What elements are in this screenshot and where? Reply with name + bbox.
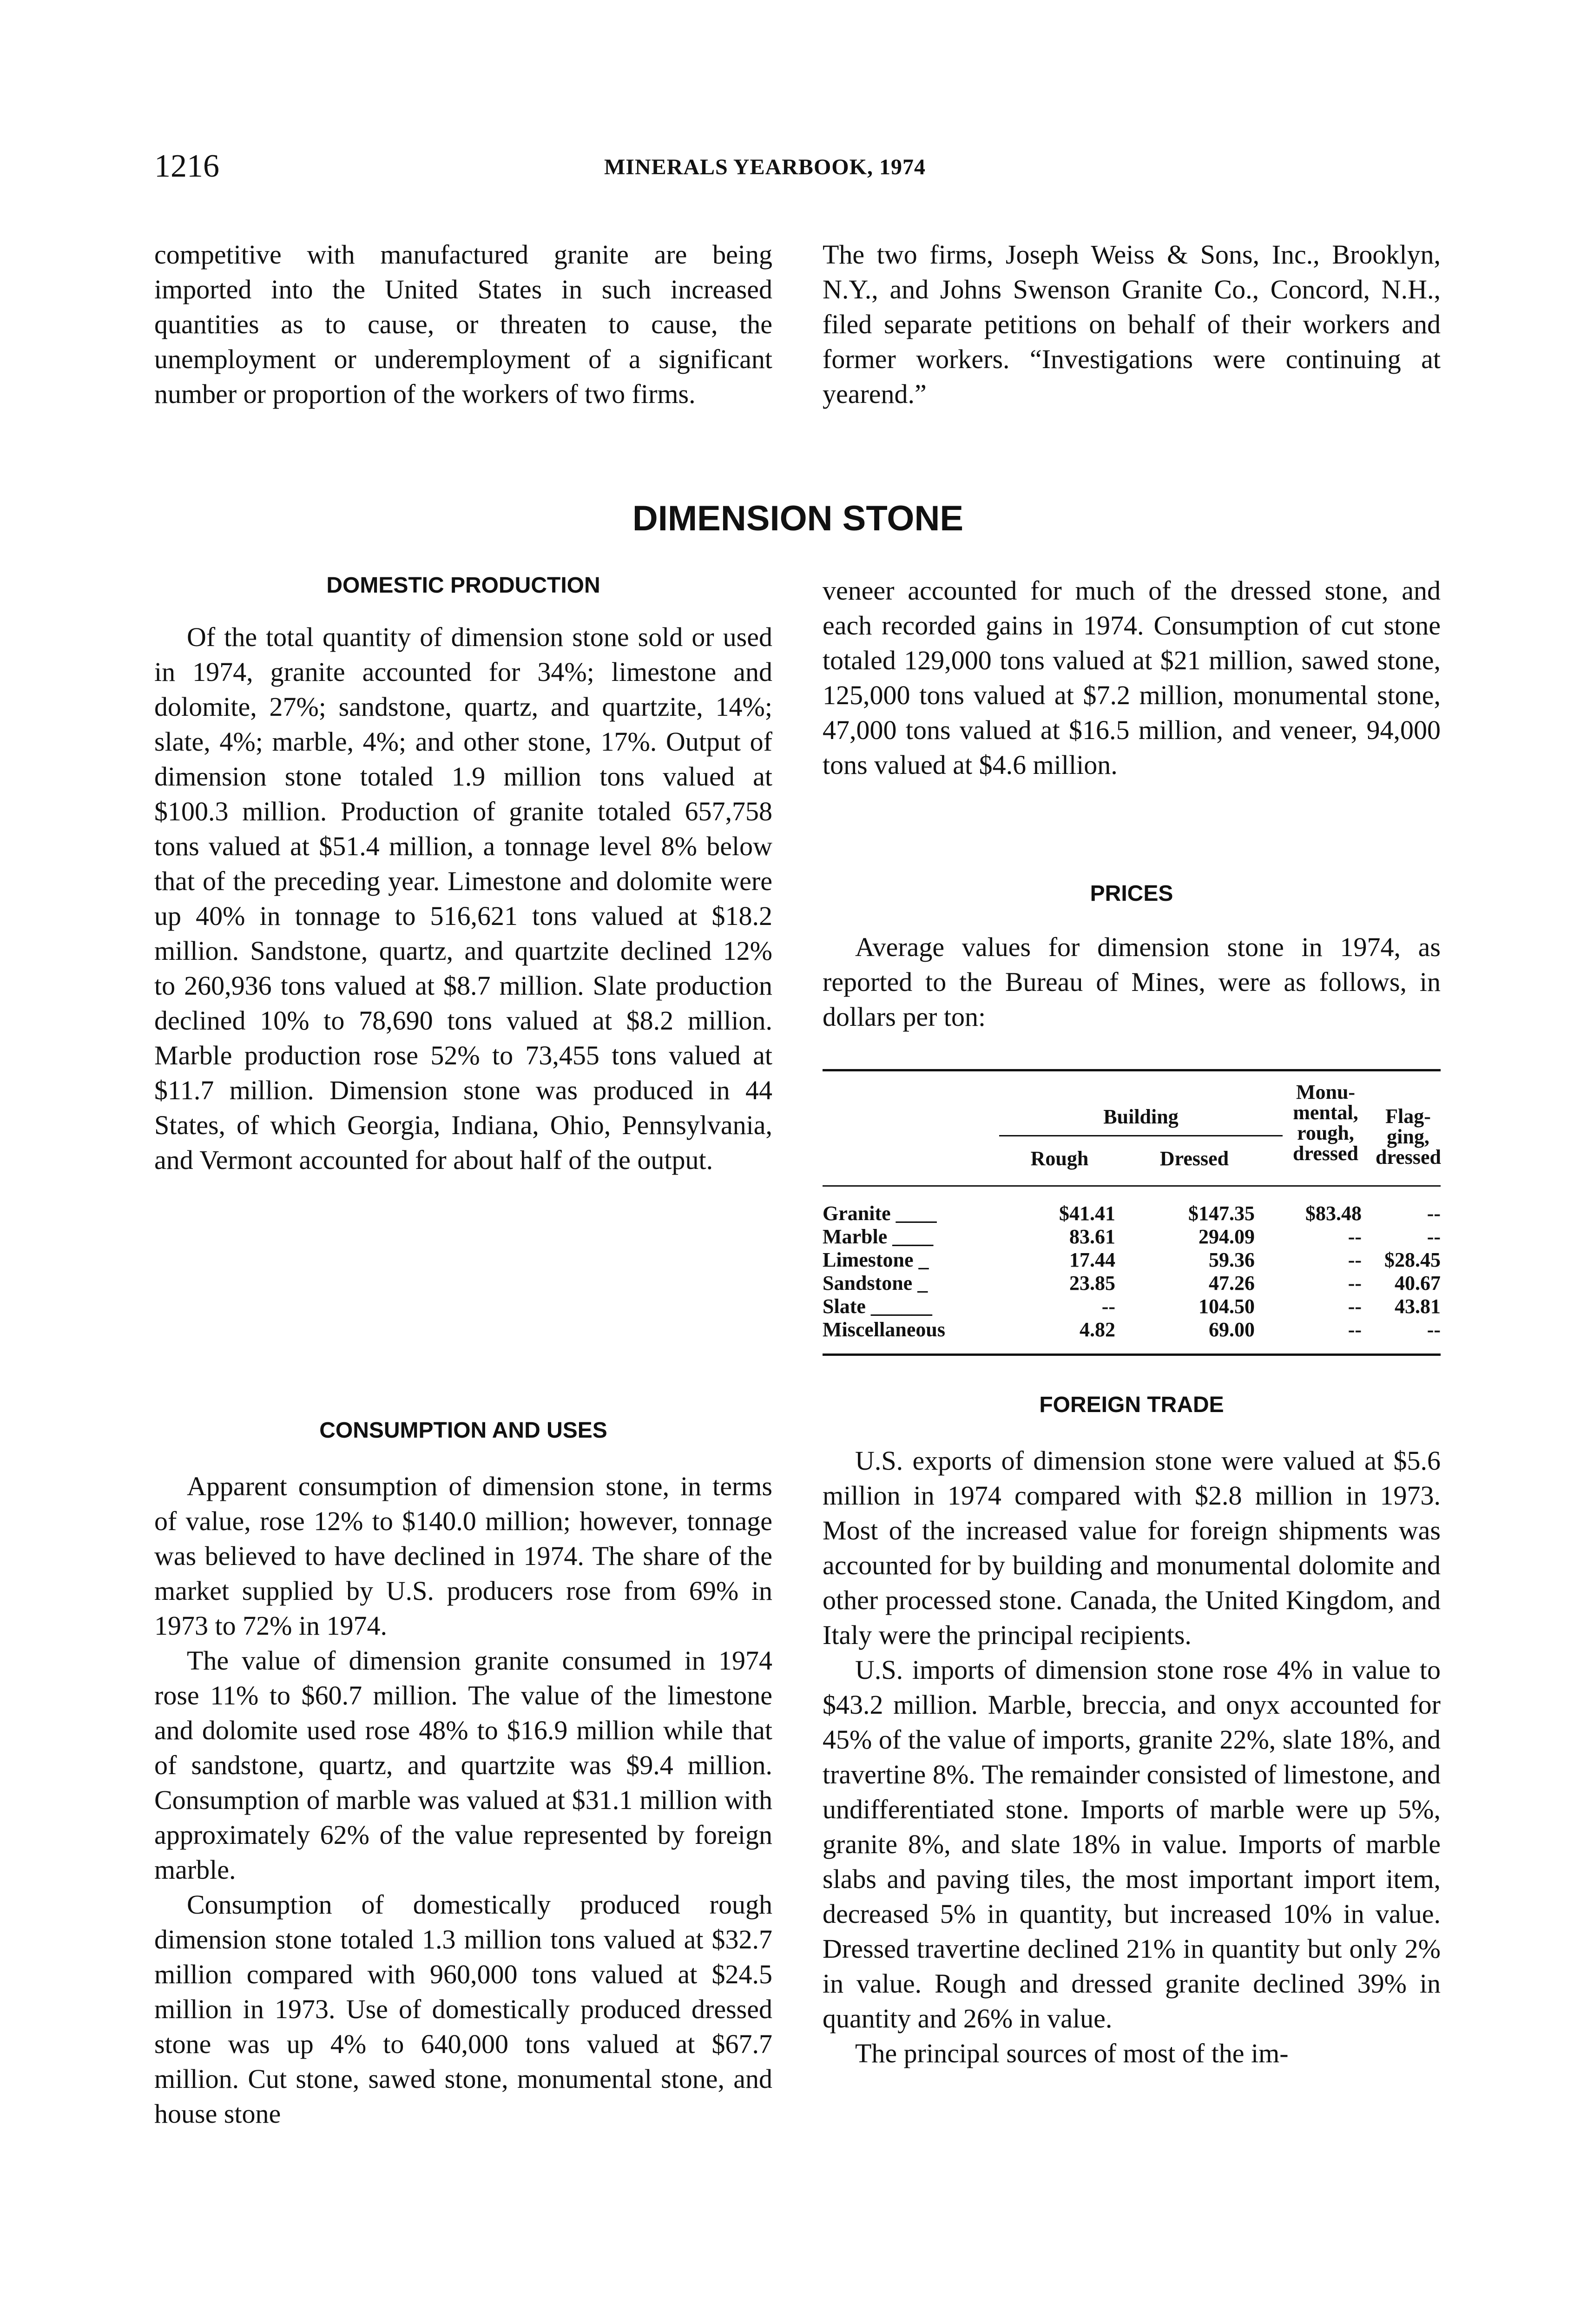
cell-rough: 83.61 [1069, 1225, 1115, 1248]
row-label: Slate ______ [823, 1295, 932, 1318]
paragraph: Of the total quantity of dimension stone sold or used in 1974, granite accounted for 34%; limestone and dolomite, 27%; sandstone, quartz, and quartzite, 14%; slate, 4%; marble, 4%; and other stone, 17%. Output of dimension stone totaled 1.9 million tons valued at $100.3 million. Production of granite totaled 657,758 tons valued at $51.4 million, a tonnage level 8% below that of the preceding year. Limestone and dolomite were up 40% in tonnage to 516,621 tons valued at $18.2 million. Sandstone, quartz, and quartzite declined 12% to 260,936 tons valued at $8.7 million. Slate production declined 10% to 78,690 tons valued at $8.2 million. Marble production rose 52% to 73,455 tons valued at $11.7 million. Dimension stone was produced in 44 States, of which Georgia, Indiana, Ohio, Pennsylvania, and Vermont accounted for about half of the output. [154, 622, 772, 1175]
top-left-paragraph [154, 237, 772, 411]
header-dressed: Dressed [1159, 1147, 1229, 1170]
cell-flagging: 40.67 [1395, 1272, 1441, 1294]
cell-flagging: 43.81 [1395, 1295, 1441, 1318]
row-label: Sandstone _ [823, 1272, 928, 1294]
paragraph: The value of dimension granite consumed in 1974 rose 11% to $60.7 million. The value of the limestone and dolomite used rose 48% to $16.9 million while that of sandstone, quartz, and quartzite was $9.4 million. Consumption of marble was valued at $31.1 million with approximately 62% of the value represented by foreign marble. [154, 1645, 772, 1885]
foreign-trade-text [823, 1443, 1441, 2071]
header-monumental [1276, 1082, 1376, 1164]
header-building: Building [1103, 1105, 1179, 1128]
header-rough: Rough [1030, 1147, 1089, 1170]
paragraph: Apparent consumption of dimension stone, in terms of value, rose 12% to $140.0 million; however, tonnage was believed to have declined in 1974. The share of the market supplied by U.S. producers rose from 69% in 1973 to 72% in 1974. [154, 1471, 772, 1641]
table-top-rule [823, 1069, 1441, 1071]
prices-heading: PRICES [1090, 881, 1173, 906]
cell-rough: 17.44 [1069, 1248, 1115, 1271]
running-title: MINERALS YEARBOOK, 1974 [604, 155, 926, 179]
price-table [823, 1069, 1441, 1367]
header-flagging-line: ging, [1387, 1125, 1429, 1148]
cell-rough: 4.82 [1080, 1318, 1115, 1341]
cell-rough: 23.85 [1069, 1272, 1115, 1294]
header-bottom-rule [823, 1185, 1441, 1187]
header-flagging [1376, 1106, 1441, 1168]
cell-dressed: 59.36 [1209, 1248, 1255, 1271]
cell-flagging: -- [1427, 1225, 1441, 1248]
row-label: Limestone _ [823, 1248, 929, 1271]
cell-dressed: 69.00 [1209, 1318, 1255, 1341]
paragraph: veneer accounted for much of the dressed stone, and each recorded gains in 1974. Consumption of cut stone totaled 129,000 tons valued at $21 million, sawed stone, 125,000 tons valued at $7.2 million, monumental stone, 47,000 tons valued at $16.5 million, and veneer, 94,000 tons valued at $4.6 million. [823, 575, 1441, 780]
consumption-text [154, 1469, 772, 2131]
cell-flagging: -- [1427, 1202, 1441, 1225]
cell-monumental: -- [1348, 1248, 1362, 1271]
section-title: DIMENSION STONE [632, 499, 964, 538]
cell-monumental: -- [1348, 1225, 1362, 1248]
header-monumental-line: rough, [1297, 1122, 1354, 1144]
paragraph: U.S. exports of dimension stone were valued at $5.6 million in 1974 compared with $2.8 million in 1973. Most of the increased value for foreign shipments was accounted for by building and monumental dolomite and other processed stone. Canada, the United Kingdom, and Italy were the principal recipients. [823, 1446, 1441, 1650]
foreign-trade-heading: FOREIGN TRADE [1039, 1393, 1224, 1417]
table-bottom-rule [823, 1353, 1441, 1356]
cell-rough: $41.41 [1059, 1202, 1115, 1225]
domestic-production-text [154, 620, 772, 1177]
table-row [823, 1318, 1441, 1341]
cell-monumental: -- [1348, 1272, 1362, 1294]
continuation-paragraph-right: The two firms, Joseph Weiss & Sons, Inc., Brooklyn, N.Y., and Johns Swenson Granite Co., Concord, N.H., filed separate petitions on behalf of their workers and former workers. “Investigations were continuing at yearend.” [823, 239, 1441, 409]
table-row [823, 1248, 1441, 1271]
header-monumental-line: Monu- [1296, 1081, 1356, 1103]
row-label: Miscellaneous [823, 1318, 945, 1341]
row-label: Granite ____ [823, 1202, 937, 1225]
consumption-heading: CONSUMPTION AND USES [319, 1418, 607, 1443]
table-row [823, 1202, 1441, 1225]
cell-dressed: 104.50 [1198, 1295, 1255, 1318]
header-monumental-line: mental, [1293, 1101, 1358, 1124]
cell-rough: -- [1101, 1295, 1115, 1318]
paragraph: Consumption of domestically produced rough dimension stone totaled 1.3 million tons valued at $32.7 million compared with 960,000 tons valued at $24.5 million in 1973. Use of domestically produced dressed stone was up 4% to 640,000 tons valued at $67.7 million. Cut stone, sawed stone, monumental stone, and house stone [154, 1889, 772, 2129]
cell-dressed: 47.26 [1209, 1272, 1255, 1294]
prices-intro [823, 930, 1441, 1034]
page-number: 1216 [154, 148, 219, 184]
table-row [823, 1294, 1441, 1318]
paragraph: U.S. imports of dimension stone rose 4% in value to $43.2 million. Marble, breccia, and onyx accounted for 45% of the value of imports, granite 22%, slate 18%, and travertine 8%. The remainder consisted of limestone, and undifferentiated stone. Imports of marble were up 5%, granite 8%, and slate 18% in value. Imports of marble slabs and paving tiles, the most important import item, decreased 5% in quantity, but increased 10% in value. Dressed travertine declined 21% in quantity but only 2% in value. Rough and dressed granite declined 39% in quantity and 26% in value. [823, 1655, 1441, 2034]
header-flagging-line: dressed [1376, 1146, 1441, 1169]
cell-flagging: -- [1427, 1318, 1441, 1341]
cell-flagging: $28.45 [1384, 1248, 1441, 1271]
cell-dressed: $147.35 [1188, 1202, 1255, 1225]
cell-monumental: $83.48 [1305, 1202, 1362, 1225]
row-label: Marble ____ [823, 1225, 934, 1248]
consumption-continued-text [823, 573, 1441, 782]
cell-monumental: -- [1348, 1295, 1362, 1318]
header-monumental-line: dressed [1293, 1142, 1358, 1165]
cell-monumental: -- [1348, 1318, 1362, 1341]
paragraph: The principal sources of most of the im- [855, 2038, 1289, 2068]
header-flagging-line: Flag- [1385, 1105, 1431, 1128]
header-group-rule [999, 1135, 1283, 1136]
table-row [823, 1271, 1441, 1294]
domestic-production-heading: DOMESTIC PRODUCTION [326, 573, 600, 598]
continuation-paragraph-left: competitive with manufactured granite are being imported into the United States in such increased quantities as to cause, or threaten to cause, the unemployment or underemployment of a significant number or proportion of the workers of two firms. [154, 239, 772, 409]
table-row [823, 1225, 1441, 1248]
cell-dressed: 294.09 [1198, 1225, 1255, 1248]
top-right-paragraph [823, 237, 1441, 411]
paragraph: Average values for dimension stone in 1974, as reported to the Bureau of Mines, were as follows, in dollars per ton: [823, 932, 1441, 1032]
